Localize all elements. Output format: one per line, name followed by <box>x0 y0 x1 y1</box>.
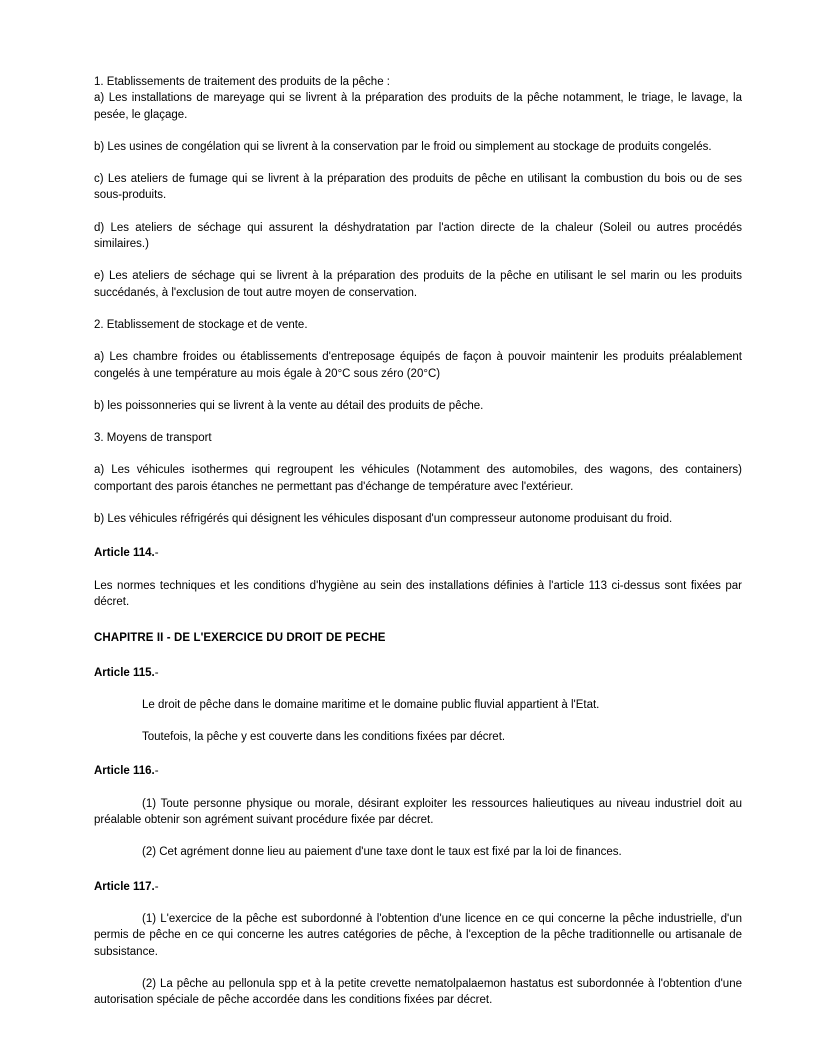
article-117-heading <box>94 879 742 895</box>
list-item-1c: c) Les ateliers de fumage qui se livrent à la préparation des produits de pêche en utilisant la combustion du bois ou de ses sous-produits. <box>94 173 742 202</box>
document-body <box>94 74 742 1008</box>
article-label: Article 114. <box>94 547 155 560</box>
list-item-1e: e) Les ateliers de séchage qui se livrent à la préparation des produits de la pêche en utilisant le sel marin ou les produits succédanés, à l'exclusion de tout autre moyen de conservation. <box>94 270 742 299</box>
article-115-heading <box>94 665 742 681</box>
chapter-2-heading: CHAPITRE II - DE L'EXERCICE DU DROIT DE PECHE <box>94 632 386 645</box>
list-item-2a: a) Les chambre froides ou établissements d'entreposage équipés de façon à pouvoir maintenir les produits préalablement congelés à une température au mois égale à 20°C sous zéro (20°C) <box>94 351 742 380</box>
article-117-paragraph-1: (1) L'exercice de la pêche est subordonné à l'obtention d'une licence en ce qui concerne la pêche industrielle, d'un permis de pêche en ce qui concerne les autres catégories de pêche, à l'exception de la pêche traditionnelle ou artisanale de subsistance. <box>94 912 742 958</box>
article-label-dash: - <box>154 765 159 778</box>
article-114-body: Les normes techniques et les conditions d'hygiène au sein des installations définies à l'article 113 ci-dessus sont fixées par décret. <box>94 579 742 608</box>
list-item-1-heading: 1. Etablissements de traitement des produits de la pêche : <box>94 76 390 88</box>
article-117-paragraph-2: (2) La pêche au pellonula spp et à la petite crevette nematolpalaemon hastatus est subordonnée à l'obtention d'une autorisation spéciale de pêche accordée dans les conditions fixées par décret. <box>94 977 742 1007</box>
article-label: Article 117. <box>94 880 155 893</box>
list-item-1d: d) Les ateliers de séchage qui assurent la déshydratation par l'action directe de la chaleur (Soleil ou autres procédés similaires.) <box>94 221 742 251</box>
article-label-dash: - <box>154 547 159 560</box>
list-item-1a: a) Les installations de mareyage qui se livrent à la préparation des produits de la pêche notamment, le triage, le lavage, la pesée, le glaçage. <box>94 92 742 121</box>
article-116-paragraph-1: (1) Toute personne physique ou morale, désirant exploiter les ressources halieutiques au niveau industriel doit au préalable obtenir son agrément suivant procédure fixée par décret. <box>94 797 742 827</box>
list-item-1b: b) Les usines de congélation qui se livrent à la conservation par le froid ou simplement au stockage de produits congelés. <box>94 140 712 153</box>
article-label: Article 115. <box>94 666 155 679</box>
article-116-heading <box>94 763 742 779</box>
article-115-paragraph-2: Toutefois, la pêche y est couverte dans les conditions fixées par décret. <box>142 731 506 744</box>
list-item-3a: a) Les véhicules isothermes qui regroupent les véhicules (Notamment des automobiles, des wagons, des containers) comportant des parois étanches ne permettant pas d'échange de température avec l'extérieur. <box>94 464 742 493</box>
article-115-paragraph-1: Le droit de pêche dans le domaine maritime et le domaine public fluvial appartient à l'Etat. <box>142 698 600 711</box>
article-label-dash: - <box>154 880 159 893</box>
article-114-heading <box>94 545 742 561</box>
list-item-2-heading: 2. Etablissement de stockage et de vente. <box>94 318 308 331</box>
list-item-3b: b) Les véhicules réfrigérés qui désignent les véhicules disposant d'un compresseur autonome produisant du froid. <box>94 513 673 526</box>
list-item-2b: b) les poissonneries qui se livrent à la vente au détail des produits de pêche. <box>94 399 484 412</box>
list-item-3-heading: 3. Moyens de transport <box>94 432 212 445</box>
article-label: Article 116. <box>94 765 155 778</box>
article-116-paragraph-2: (2) Cet agrément donne lieu au paiement d'une taxe dont le taux est fixé par la loi de finances. <box>142 846 622 859</box>
article-label-dash: - <box>154 666 159 679</box>
